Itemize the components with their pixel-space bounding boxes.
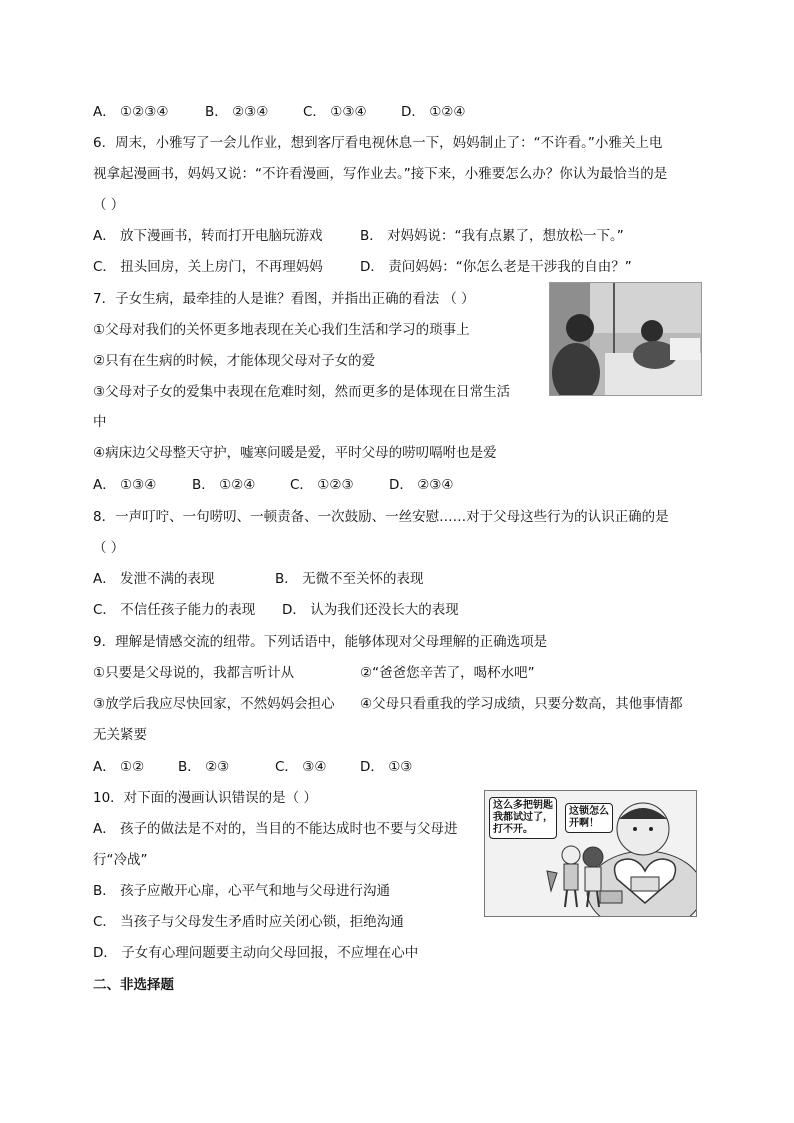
q7-item-3-cont: 中 bbox=[93, 414, 107, 430]
parent-child-cartoon bbox=[484, 790, 697, 917]
q10-option-d-label: D． bbox=[93, 945, 117, 961]
q9-item-1: ①只要是父母说的，我都言听计从 bbox=[93, 665, 295, 681]
q10-option-b bbox=[93, 882, 390, 900]
q8-stem-line-1: 8．一声叮咛、一句唠叨、一顿责备、一次鼓励、一丝安慰……对于父母这些行为的认识正确的是 bbox=[93, 509, 669, 525]
q8-option-c-text: 不信任孩子能力的表现 bbox=[120, 602, 256, 618]
q7-item-2: ②只有在生病的时候，才能体现父母对子女的爱 bbox=[93, 353, 376, 369]
q5-option-b bbox=[205, 103, 268, 121]
q8-option-c-label: C． bbox=[93, 602, 116, 618]
q9-option-a bbox=[93, 758, 144, 776]
q8-option-b bbox=[275, 570, 424, 588]
hospital-photo bbox=[549, 282, 702, 396]
q7-item-1: ①父母对我们的关怀更多地表现在关心我们生活和学习的琐事上 bbox=[93, 322, 470, 338]
q7-option-a bbox=[93, 476, 156, 494]
q5-option-b-text: ②③④ bbox=[232, 104, 269, 120]
q9-item-4: ④父母只看重我的学习成绩，只要分数高，其他事情都 bbox=[360, 696, 683, 712]
q6-option-a bbox=[93, 227, 323, 245]
q7-option-d bbox=[389, 476, 454, 494]
q9-option-d bbox=[360, 758, 412, 776]
q6-option-d bbox=[360, 258, 632, 276]
q8-option-c bbox=[93, 601, 255, 619]
q10-option-b-label: B． bbox=[93, 883, 116, 899]
q9-item-4-cont: 无关紧要 bbox=[93, 727, 147, 743]
q6-option-b-text: 对妈妈说：“我有点累了，想放松一下。” bbox=[387, 228, 624, 244]
q9-option-d-label: D． bbox=[360, 759, 384, 775]
hospital-photo-image bbox=[550, 283, 701, 395]
q10-option-a bbox=[93, 820, 458, 838]
q8-option-a bbox=[93, 570, 215, 588]
q8-stem-line-2: （ ） bbox=[93, 540, 125, 556]
q10-stem: 10．对下面的漫画认识错误的是（ ） bbox=[93, 790, 317, 806]
q10-option-c-label: C． bbox=[93, 914, 116, 930]
q7-option-d-text: ②③④ bbox=[417, 477, 454, 493]
q6-stem-line-3: （ ） bbox=[93, 197, 125, 213]
q8-option-a-text: 发泄不满的表现 bbox=[120, 571, 215, 587]
q10-option-c bbox=[93, 913, 404, 931]
q6-stem-line-1: 6．周末，小雅写了一会儿作业，想到客厅看电视休息一下，妈妈制止了：“不许看。”小雅关上电 bbox=[93, 135, 663, 151]
q6-option-c-label: C． bbox=[93, 259, 116, 275]
q8-option-d-text: 认为我们还没长大的表现 bbox=[310, 602, 459, 618]
q7-item-3: ③父母对子女的爱集中表现在危难时刻，然而更多的是体现在日常生活 bbox=[93, 384, 511, 400]
q6-option-b bbox=[360, 227, 624, 245]
q9-option-a-text: ①② bbox=[120, 759, 145, 775]
q7-option-a-text: ①③④ bbox=[120, 477, 157, 493]
bubble1-line-1: 这么多把钥匙 bbox=[493, 800, 553, 811]
q5-option-a bbox=[93, 103, 168, 121]
q9-option-b bbox=[178, 758, 229, 776]
q6-option-c-text: 扭头回房，关上房门，不再理妈妈 bbox=[120, 259, 323, 275]
q6-stem-line-2: 视拿起漫画书，妈妈又说：“不许看漫画，写作业去。”接下来，小雅要怎么办？你认为最恰当的是 bbox=[93, 166, 668, 182]
cartoon-speech-bubble-1 bbox=[489, 797, 557, 839]
q10-option-a-label: A． bbox=[93, 821, 116, 837]
q10-option-d-text: 子女有心理问题要主动向父母回报，不应埋在心中 bbox=[121, 945, 419, 961]
section-2-title: 二、非选择题 bbox=[93, 977, 174, 993]
q10-option-a-cont: 行“冷战” bbox=[93, 852, 148, 868]
q5-option-c bbox=[303, 103, 367, 121]
q5-option-d-label: D． bbox=[401, 104, 425, 120]
q8-option-d bbox=[282, 601, 459, 619]
q5-option-a-label: A． bbox=[93, 104, 116, 120]
q5-option-a-text: ①②③④ bbox=[120, 104, 169, 120]
q10-option-a-text: 孩子的做法是不对的，当目的不能达成时也不要与父母进 bbox=[120, 821, 458, 837]
q9-option-a-label: A． bbox=[93, 759, 116, 775]
bubble2-line-2: 开啊！ bbox=[569, 818, 599, 829]
q8-option-a-label: A． bbox=[93, 571, 116, 587]
q5-option-c-text: ①③④ bbox=[330, 104, 367, 120]
q5-option-d-text: ①②④ bbox=[429, 104, 466, 120]
q7-stem: 7．子女生病，最牵挂的人是谁？看图，并指出正确的看法 （ ） bbox=[93, 291, 475, 307]
q6-option-a-label: A． bbox=[93, 228, 116, 244]
bubble2-line-1: 这锁怎么 bbox=[569, 806, 609, 817]
q7-option-b-text: ①②④ bbox=[219, 477, 256, 493]
q6-option-d-label: D． bbox=[360, 259, 384, 275]
q6-option-a-text: 放下漫画书，转而打开电脑玩游戏 bbox=[120, 228, 323, 244]
q9-option-b-label: B． bbox=[178, 759, 201, 775]
q7-option-c-label: C． bbox=[290, 477, 313, 493]
q10-option-c-text: 当孩子与父母发生矛盾时应关闭心锁，拒绝沟通 bbox=[120, 914, 404, 930]
q5-option-d bbox=[401, 103, 466, 121]
q9-option-c-label: C． bbox=[275, 759, 298, 775]
q9-option-d-text: ①③ bbox=[388, 759, 413, 775]
q9-stem: 9．理解是情感交流的纽带。下列话语中，能够体现对父母理解的正确选项是 bbox=[93, 634, 548, 650]
q9-item-2: ②“爸爸您辛苦了，喝杯水吧” bbox=[360, 665, 535, 681]
q8-option-b-text: 无微不至关怀的表现 bbox=[302, 571, 424, 587]
q8-option-d-label: D． bbox=[282, 602, 306, 618]
q7-option-a-label: A． bbox=[93, 477, 116, 493]
q9-option-c bbox=[275, 758, 326, 776]
q6-option-c bbox=[93, 258, 323, 276]
q7-option-c bbox=[290, 476, 354, 494]
q6-option-b-label: B． bbox=[360, 228, 383, 244]
q9-option-b-text: ②③ bbox=[205, 759, 230, 775]
q10-option-b-text: 孩子应敞开心扉，心平气和地与父母进行沟通 bbox=[120, 883, 391, 899]
q7-item-4: ④病床边父母整天守护，嘘寒问暖是爱，平时父母的唠叨嗝咐也是爱 bbox=[93, 445, 497, 461]
q9-option-c-text: ③④ bbox=[302, 759, 327, 775]
q5-option-b-label: B． bbox=[205, 104, 228, 120]
bubble1-line-3: 打不开。 bbox=[493, 824, 533, 835]
q10-option-d bbox=[93, 944, 418, 962]
q9-item-3: ③放学后我应尽快回家，不然妈妈会担心 bbox=[93, 696, 335, 712]
q7-option-b bbox=[192, 476, 255, 494]
q5-option-c-label: C． bbox=[303, 104, 326, 120]
q6-option-d-text: 责问妈妈：“你怎么老是干涉我的自由？” bbox=[388, 259, 632, 275]
bubble1-line-2: 我都试过了， bbox=[493, 812, 553, 823]
q8-option-b-label: B． bbox=[275, 571, 298, 587]
q7-option-b-label: B． bbox=[192, 477, 215, 493]
q7-option-d-label: D． bbox=[389, 477, 413, 493]
q7-option-c-text: ①②③ bbox=[317, 477, 354, 493]
cartoon-speech-bubble-2 bbox=[565, 803, 613, 833]
